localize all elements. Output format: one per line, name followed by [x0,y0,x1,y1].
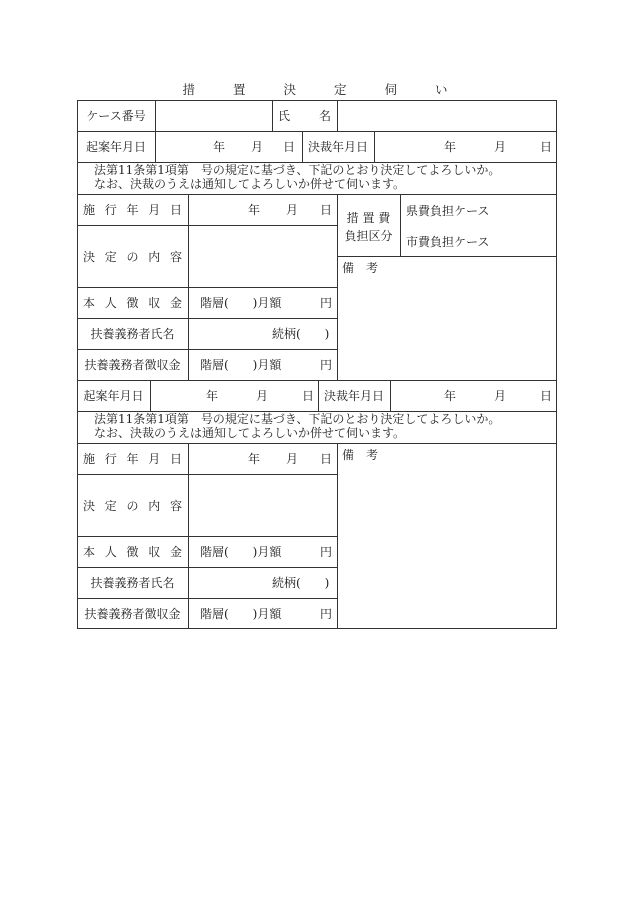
burden-category-label: 措 置 費 負担区分 [344,211,393,243]
self-collection-field-2[interactable]: 階層( )月額 円 [200,545,333,559]
remarks-field[interactable] [337,276,557,380]
case-number-label: ケース番号 [86,109,146,123]
effective-date-field-2[interactable]: 年 月 日 [248,452,333,466]
effective-date-field[interactable]: 年 月 日 [248,203,333,217]
note-line-1: 法第11条第1項第 号の規定に基づき、下記のとおり決定してよろしいか。 [94,163,501,177]
remarks-field-2[interactable] [337,463,557,629]
note-line-2: なお、決裁のうえは通知してよろしいか併せて伺います。 [94,426,406,440]
note-text [84,163,554,194]
decision-content-label: 決 定 の 内 容 [83,249,182,264]
support-collection-label: 扶養義務者徴収金 [84,358,181,372]
self-collection-label-2: 本 人 徴 収 金 [83,545,182,559]
draft-date-label-2: 起案年月日 [83,389,144,403]
support-name-field-2[interactable]: 続柄( ) [272,576,330,590]
prefecture-burden-option[interactable]: 県費負担ケース [406,203,490,218]
title-char: 決 [283,82,296,97]
decision-content-field[interactable] [188,225,337,287]
support-collection-label-2: 扶養義務者徴収金 [84,607,181,621]
title-char: い [434,82,448,97]
note-text-2 [84,412,554,443]
support-name-field[interactable]: 続柄( ) [272,327,330,341]
support-collection-field[interactable]: 階層( )月額 円 [200,358,333,372]
name-field[interactable] [337,100,557,131]
effective-date-label: 施 行 年 月 日 [83,203,182,217]
remarks-label-2: 備 考 [342,447,379,462]
effective-date-label-2: 施 行 年 月 日 [83,452,182,466]
draft-date-field-2[interactable]: 年 月 日 [206,389,315,403]
self-collection-label: 本 人 徴 収 金 [83,296,182,310]
support-name-label-2: 扶養義務者氏名 [90,576,175,590]
remarks-label: 備 考 [342,260,379,275]
title-char: 伺 [384,82,397,97]
draft-date-label: 起案年月日 [85,140,146,154]
approval-date-label-2: 決裁年月日 [323,389,384,403]
note-line-1: 法第11条第1項第 号の規定に基づき、下記のとおり決定してよろしいか。 [94,412,501,426]
title-char: 置 [232,82,246,97]
city-burden-option[interactable]: 市費負担ケース [406,234,490,249]
approval-date-label: 決裁年月日 [307,140,368,154]
page-title [0,80,630,98]
self-collection-field[interactable]: 階層( )月額 円 [200,296,333,310]
support-collection-field-2[interactable]: 階層( )月額 円 [200,607,333,621]
title-char: 定 [333,82,347,97]
title-char: 措 [182,82,195,97]
decision-content-label-2: 決 定 の 内 容 [83,498,182,513]
approval-date-field-2[interactable]: 年 月 日 [444,389,553,403]
support-name-label: 扶養義務者氏名 [90,327,175,341]
case-number-field[interactable] [155,100,272,131]
name-label: 氏 名 [278,109,331,123]
note-line-2: なお、決裁のうえは通知してよろしいか併せて伺います。 [94,177,406,191]
approval-date-field[interactable]: 年 月 日 [444,140,553,154]
decision-content-field-2[interactable] [188,474,337,536]
draft-date-field[interactable]: 年 月 日 [213,140,296,154]
